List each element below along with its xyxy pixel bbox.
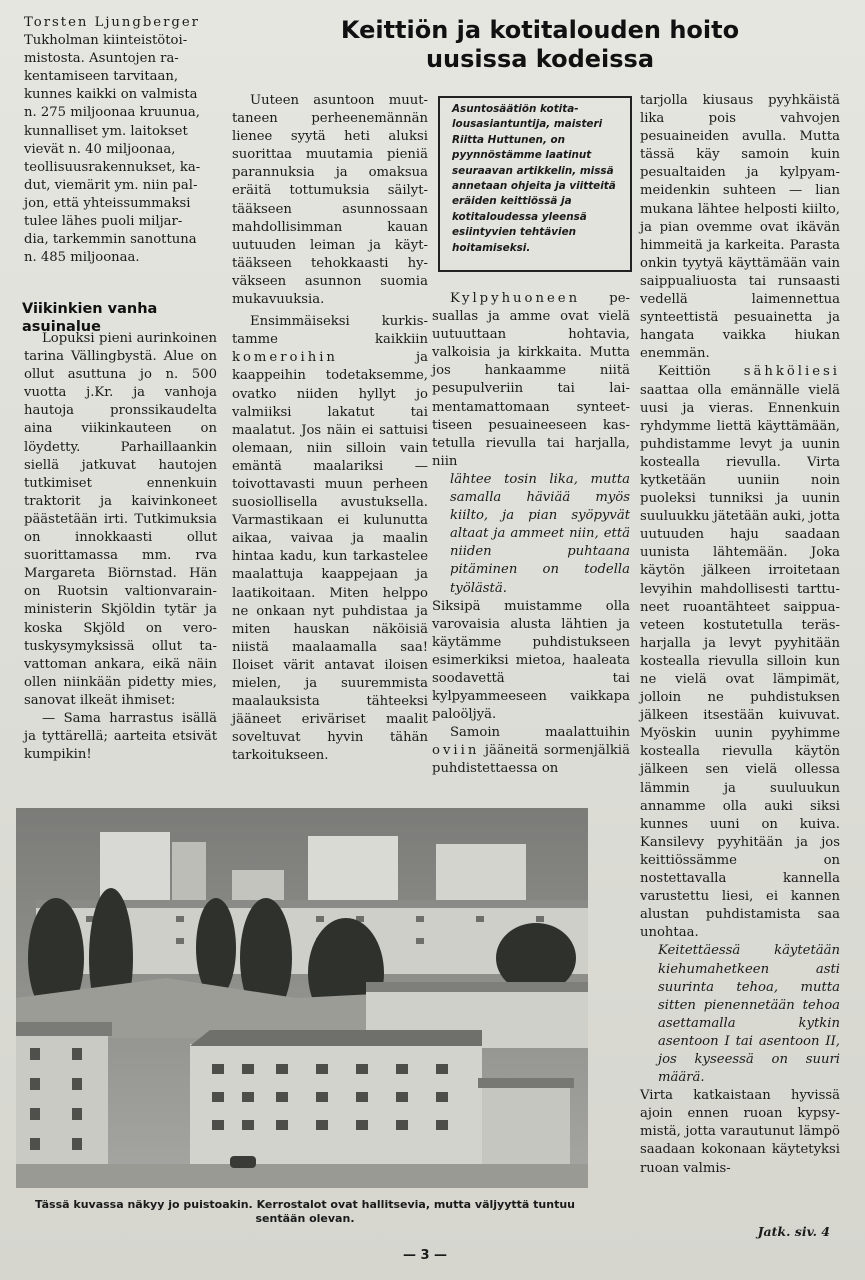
col1-line: vievät n. 40 miljoonaa, <box>24 141 176 157</box>
headline-line-2: uusissa kodeissa <box>425 45 655 73</box>
col1-line: n. 485 miljoonaa. <box>24 250 140 266</box>
paragraph <box>432 290 630 471</box>
col1-line: Torsten Ljungberger <box>24 15 200 30</box>
col1-line: kentamiseen tarvitaan, <box>24 69 179 85</box>
column-2 <box>232 92 428 765</box>
photo-caption: Tässä kuvassa näkyy jo puistoakin. Kerrostalot ovat hallitsevia, mutta väljyyttä tuntuu sentään olevan. <box>35 1198 575 1225</box>
col1-line: teollisuusrakennukset, ka- <box>24 159 201 175</box>
housing-photo <box>16 808 588 1188</box>
italic-quote: Keitettäessä käytetään kiehumahetkeen asti suurinta tehoa, mutta sitten pienennetään tehoa asettamalla kytkin asentoon I tai asentoon II, jos kyseessä on suuri määrä. <box>658 943 840 1086</box>
column-1 <box>24 14 217 267</box>
text-run: Keittiön <box>658 364 744 380</box>
page-number: — 3 — <box>402 1248 448 1263</box>
text-run: ja kaappeihin todetaksemme, ovatko niiden hyllyt jo valmiiksi lakatut tai maalatut. Jos näin ei sattuisi olemaan, niin silloin vain emäntä maalariksi — toivottavasti muun perheen suosiollisella avustuksella. Varmastikaan ei kulunutta aikaa, vaivaa ja maalin hintaa kadu, kun tarkastelee maalattuja kaappejaan ja laatikoitaan. Miten helppo ne onkaan nyt puhdistaa ja miten hauskan näköisiä niistä maalaamalla saa! Iloiset värit antavat iloisen mielen, ja suuremmista maalauksista tähteeksi jääneet eriväriset maalit soveltuvat hyvin tähän tarkoitukseen. <box>232 350 428 764</box>
col1-line: Tukholman kiinteistötoi- <box>24 33 188 49</box>
spaced-keyword: oviin <box>432 743 480 759</box>
col1-line: mistosta. Asuntojen ra- <box>24 51 179 67</box>
paragraph <box>232 313 428 765</box>
col1-line: dut, viemärit ym. niin pal- <box>24 177 198 193</box>
col1-line: kunnes kaikki on valmista <box>24 87 198 103</box>
col1-line: kunnalliset ym. laitokset <box>24 123 188 139</box>
paragraph <box>640 363 840 942</box>
photo-illustration <box>16 808 588 1188</box>
column-4 <box>640 92 840 1178</box>
continuation-note: Jatk. siv. 4 <box>757 1224 830 1239</box>
text-run: pesuallas ja amme ovat vielä uutuuttaan hohtavia, valkoisia ja kirkkaita. Mutta jos hankaamme niitä pesupulveriin tai laimentamattomaan synteettiseen pesuaineeseen kastetulla rievulla tai harjalla, niin <box>432 291 630 469</box>
col1-line: n. 275 miljoonaa kruunua, <box>24 105 200 121</box>
article-headline <box>300 16 780 74</box>
paragraph <box>432 724 630 778</box>
text-run: Samoin maalattuihin <box>450 725 630 741</box>
paragraph: Lopuksi pieni aurinkoinen tarina Vällingbystä. Alue on ollut asuttuna jo n. 500 vuotta j.Kr. ja vanhoja hautoja pronssikaudelta aina viikinkauteen on löydetty. Parhaillaankin siellä jatkuvat hautojen tutkimiset ennenkuin traktorit ja kaivinkoneet päästetään irti. Tutkimuksia on innokkaasti ollut suorittamassa mm. rva Margareta Biörnstad. Hän on Ruotsin valtionvarainministerin Skjöldin tytär ja koska Skjöld on verotuskysymyksissä ollut tavattoman ankara, eikä näin ollen niinkään pidetty mies, sanovat ilkeät ihmiset: <box>24 331 217 708</box>
column-1-body <box>24 330 217 764</box>
headline-line-1: Keittiön ja kotitalouden hoito <box>340 16 740 44</box>
author-note-text: Asuntosäätiön kotitalousasiantuntija, maisteri Riitta Huttunen, on pyynnöstämme laatinut seuraavan artikkelin, missä annetaan ohjeita ja viitteitä eräiden keittiössä ja kotitaloudessa yleensä esiintyvien tehtävien hoitamiseksi. <box>452 103 616 254</box>
paragraph: — Sama harrastus isällä ja tyttärellä; aarteita etsivät kumpikin! <box>24 710 217 763</box>
spaced-keyword: sähköliesi <box>743 364 840 380</box>
text-run: jääneitä sormenjälkiä puhdistettaessa on <box>432 743 630 777</box>
paragraph: tarjolla kiusaus pyyhkäistä lika pois vahvojen pesuaineiden avulla. Mutta tässä käy samoin kuin pesualtaiden ja kylpyammeidenkin suhteen — lian mukana lähtee helposti kiilto, ja pian ovemme ovat ikävän himmeitä ja karkeita. Parasta onkin tyytyä käyttämään vain saippualiuosta tai runsaasti vedellä laimennettua synteettistä pesuainetta ja hangata vaikka hiukan enemmän. <box>640 93 840 362</box>
spaced-keyword: komeroihin <box>232 350 338 366</box>
col1-line: tulee lähes puoli miljar- <box>24 214 183 230</box>
text-run: Ensimmäiseksi kurkistamme kaikkiin <box>232 314 428 348</box>
col1-line: jon, että yhteissummaksi <box>24 195 191 211</box>
paragraph: Uuteen asuntoon muuttaneen perheenemännän lienee syytä heti aluksi suorittaa muutamia pieniä parannuksia ja omaksua eräitä tottumuksia säilyttääkseen asunnossaan mahdollisimman kauan uutuuden leiman ja käyttääkseen tehokkaasti hyväkseen asunnon suomia mukavuuksia. <box>232 93 428 308</box>
text-run: saattaa olla emännälle vielä uusi ja vieras. Ennenkuin ryhdymme liettä käyttämään, puhdistamme levyt ja uunin kostealla rievulla. Virta kytketään uuniin noin puoleksi tunniksi ja uunin suuluukku jätetään auki, jotta uutuuden haju saadaan uunista lähtemään. Joka käytön jälkeen irroitetaan levyihin mahdollisesti tarttuneet ruoantähteet saippuaveteen kostutetulla teräsharjalla ja levyt pyyhitään kostealla rievulla silloin kun ne vielä ovat lämpimät, jolloin ne puhdistuksen jälkeen itsestään kuivuvat. Myöskin uunin pyyhimme kostealla rievulla käytön jälkeen sen vielä ollessa lämmin ja suuluukun annamme olla auki siksi kunnes uuni on kuiva. Kansilevy pyyhitään ja jos keittiössämme on nostettavalla kannella varustettu liesi, ei kannen alustan puhdistamista saa unohtaa. <box>640 382 840 941</box>
italic-quote: lähtee tosin lika, mutta samalla häviää myös kiilto, ja pian syöpyvät altaat ja ammeet niin, että niiden puhtaana pitäminen on todella työlästä. <box>450 471 630 596</box>
section-subheading: Viikinkien vanha asuinalue <box>22 301 158 335</box>
column-3 <box>432 290 630 779</box>
paragraph: Virta katkaistaan hyvissä ajoin ennen ruoan kypsymistä, jotta varautunut lämpö saadaan kokonaan käytetyksi ruoan valmis- <box>640 1088 840 1176</box>
spaced-keyword: Kylpyhuoneen <box>450 291 581 306</box>
col1-line: dia, tarkemmin sanottuna <box>24 232 197 248</box>
author-note-box <box>438 96 632 272</box>
paragraph: Siksipä muistamme olla varovaisia alusta lähtien ja käytämme puhdistukseen esimerkiksi mietoa, haaleata soodavettä tai kylpyammeeseen vaikkapa paloöljyä. <box>432 598 630 723</box>
